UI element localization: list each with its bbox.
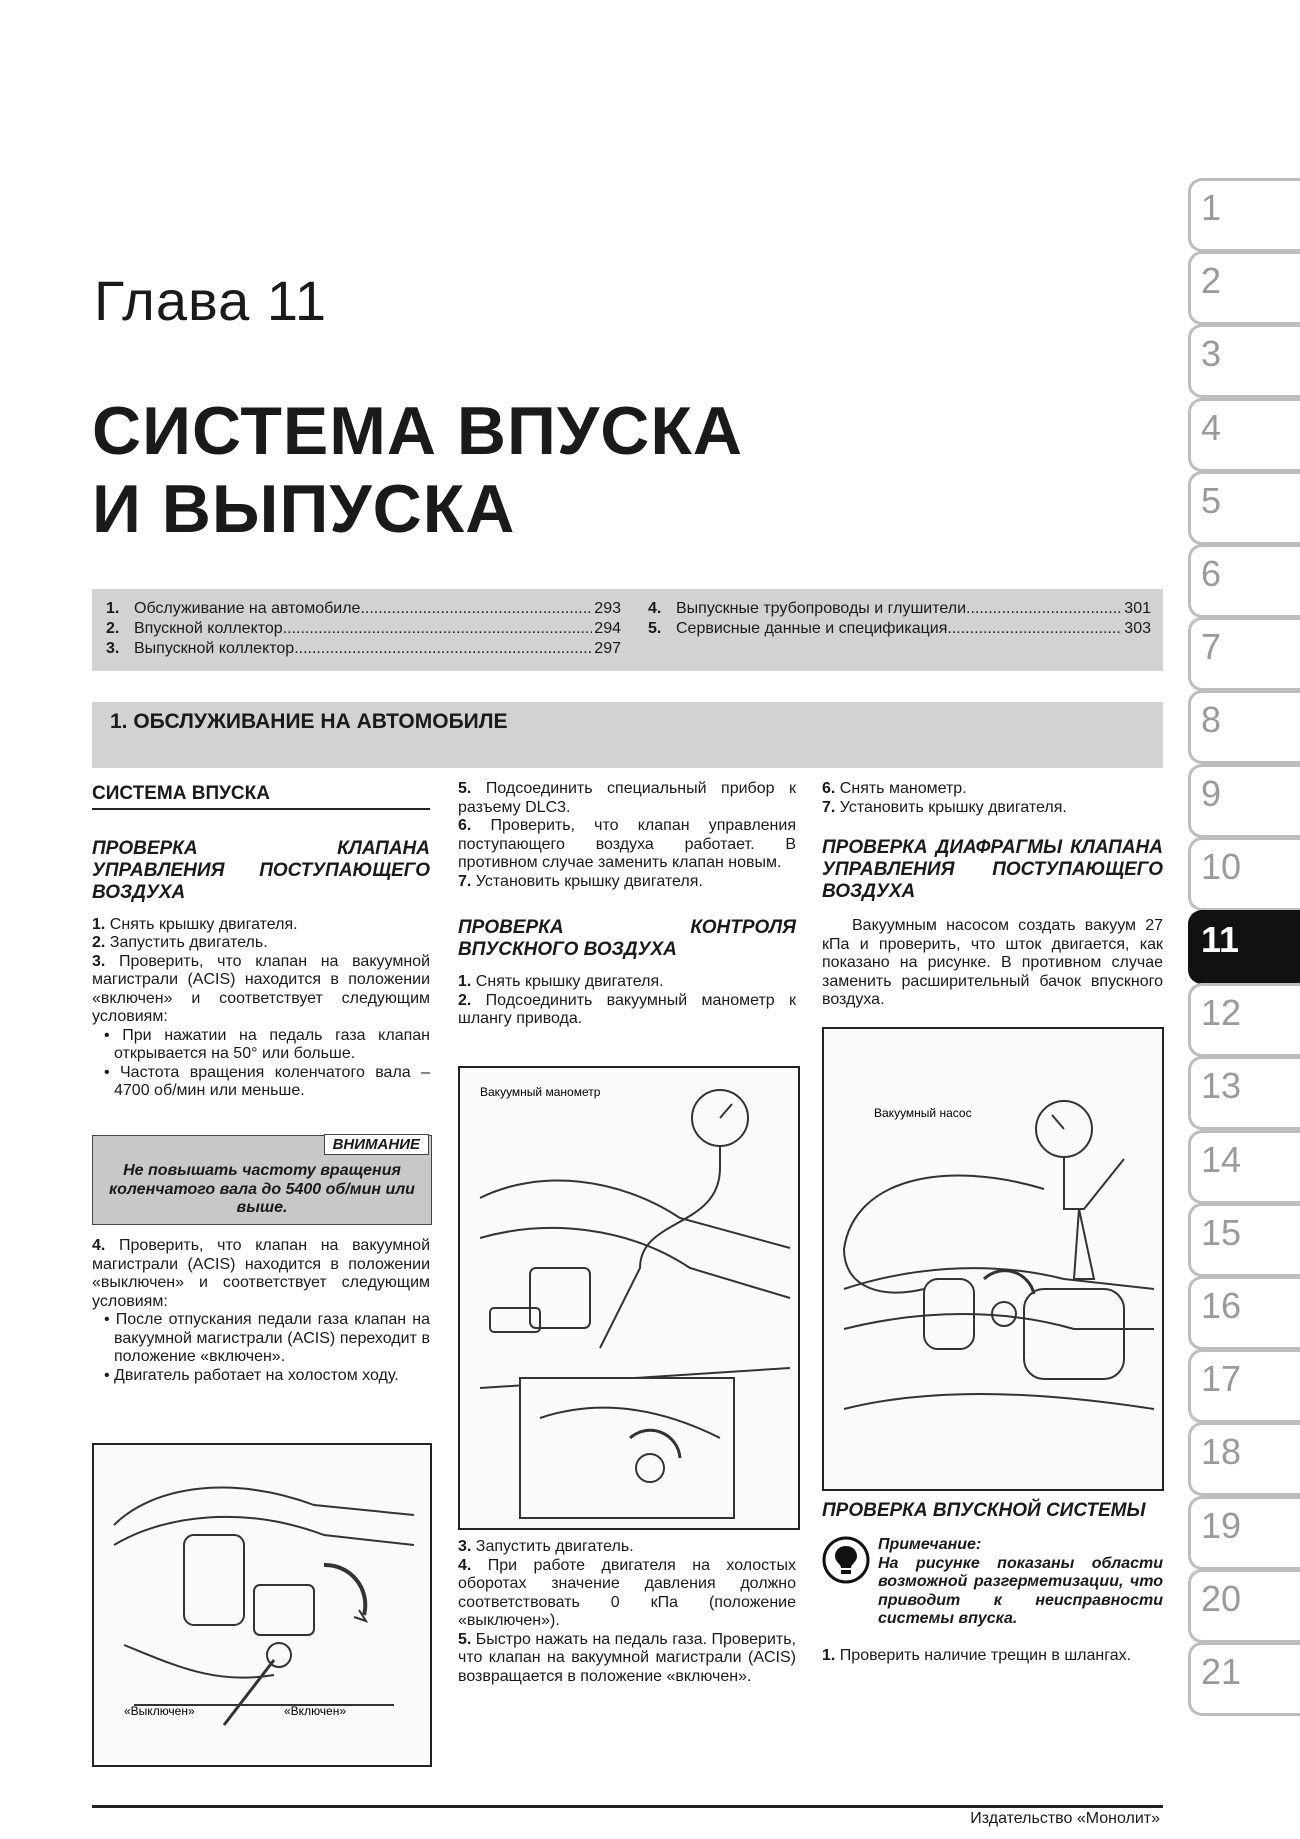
chapter-tab-11[interactable] [1188,910,1300,984]
note-text: На рисунке показаны области возможной разгерметизации, что приводит к неисправности системы впуска. [878,1554,1163,1627]
toc-entry-number: 2. [106,620,120,637]
warning-box [92,1135,432,1225]
step-t2: 2. Подсоединить вакуумный манометр к шлангу привода. [458,991,796,1027]
column-3 [822,780,1163,1010]
toc-entry[interactable] [648,619,1151,639]
chapter-tab-label: 15 [1201,1211,1242,1253]
toc-entry[interactable] [106,599,621,619]
chapter-tab-label: 4 [1201,406,1222,448]
toc-entry-page: 301 [1124,600,1151,617]
toc-entry[interactable] [106,639,621,659]
step-t5: 5. Быстро нажать на педаль газа. Проверить, что клапан на вакуумной магистрали (ACIS) возвращается в положение «включен». [458,1630,796,1685]
chapter-tab-6[interactable] [1188,544,1300,618]
bullet-1: • При нажатии на педаль газа клапан открывается на 50° или больше. [104,1026,430,1062]
engine-illustration [94,1445,430,1765]
footer-divider [92,1805,1163,1808]
step-v1: 1. Проверить наличие трещин в шлангах. [822,1646,1132,1664]
chapter-heading: Глава 11 [94,269,327,332]
chapter-tab-5[interactable] [1188,471,1300,545]
toc-left-column [106,599,621,659]
toc-entry-title: Обслуживание на автомобиле [134,600,361,617]
table-of-contents [92,589,1163,671]
label-off: «Выключен» [124,1704,195,1718]
note-title: Примечание: [878,1536,982,1553]
toc-entry-title: Впускной коллектор [134,620,283,637]
toc-entry-page: 297 [594,640,621,657]
toc-entry[interactable] [106,619,621,639]
step-t4: 4. При работе двигателя на холостых оборотах значение давления должно соответствовать 0 кПа (положение «выключен»). [458,1556,796,1629]
label-vacuum-gauge: Вакуумный манометр [480,1085,601,1099]
subsection-title: СИСТЕМА ВПУСКА [92,783,270,804]
column-3-cont [822,1500,1163,1665]
bullet-2: • Частота вращения коленчатого вала – 4700 об/мин или меньше. [104,1063,430,1099]
column-1 [92,785,430,1101]
chapter-tab-label: 20 [1201,1577,1242,1619]
label-vacuum-pump: Вакуумный насос [874,1106,972,1120]
heading-intake-control: ПРОВЕРКА КОНТРОЛЯ ВПУСКНОГО ВОЗДУХА [458,917,796,960]
toc-entry-number: 3. [106,640,120,657]
toc-entry-number: 1. [106,600,120,617]
note-block [822,1536,1163,1629]
toc-leader-dots [294,639,592,659]
chapter-tab-label: 6 [1201,553,1222,594]
step-2: 2. Запустить двигатель. [92,934,268,951]
step-5: 5. Подсоединить специальный прибор к разъему DLC3. [458,780,796,816]
label-on: «Включен» [284,1704,347,1718]
toc-entry-title: Сервисные данные и спецификация [676,620,948,637]
heading-valve-check: ПРОВЕРКА КЛАПАНА УПРАВЛЕНИЯ ПОСТУПАЮЩЕГО ВОЗДУХА [92,837,430,903]
warning-label: ВНИМАНИЕ [324,1134,429,1155]
toc-entry-title: Выпускные трубопроводы и глушители [676,600,966,617]
toc-entry-number: 4. [648,600,662,617]
chapter-tab-label: 13 [1201,1065,1242,1107]
figure-vacuum-gauge [458,1066,800,1530]
step-3: 3. Проверить, что клапан на вакуумной магистрали (ACIS) находится в положении «включен» и соответствует следующим условиям: [92,952,431,1025]
chapter-tab-label: 14 [1201,1138,1242,1180]
section-title: 1. ОБСЛУЖИВАНИЕ НА АВТОМОБИЛЕ [110,710,508,733]
chapter-title [92,392,743,548]
step-u7: 7. Установить крышку двигателя. [822,798,1067,816]
chapter-tab-label: 2 [1201,260,1222,302]
lightbulb-icon [822,1536,870,1584]
toc-leader-dots [947,619,1122,639]
step-t1: 1. Снять крышку двигателя. [458,973,664,990]
toc-leader-dots [966,599,1122,619]
column-2-cont [458,1538,796,1686]
chapter-tab-20[interactable] [1188,1569,1300,1643]
chapter-tab-21[interactable] [1188,1642,1300,1716]
chapter-tab-4[interactable] [1188,398,1300,472]
toc-entry-title: Выпускной коллектор [134,640,295,657]
toc-entry-page: 293 [594,600,621,617]
chapter-tab-19[interactable] [1188,1496,1300,1570]
column-2 [458,780,796,1029]
chapter-tab-label: 3 [1201,333,1222,375]
chapter-tab-17[interactable] [1188,1349,1300,1423]
chapter-tab-16[interactable] [1188,1276,1300,1350]
toc-entry[interactable] [648,599,1151,619]
chapter-tab-3[interactable] [1188,324,1300,398]
toc-entry-page: 294 [594,620,621,637]
chapter-tab-label: 17 [1201,1358,1242,1400]
chapter-tab-12[interactable] [1188,983,1300,1057]
chapter-tab-15[interactable] [1188,1203,1300,1277]
chapter-tab-label: 12 [1201,992,1242,1034]
chapter-tab-10[interactable] [1188,837,1300,911]
step-1: 1. Снять крышку двигателя. [92,915,298,933]
chapter-tab-label: 18 [1201,1431,1242,1473]
chapter-tab-18[interactable] [1188,1422,1300,1496]
column-1-cont [92,1237,430,1385]
chapter-tab-2[interactable] [1188,251,1300,325]
heading-intake-system: ПРОВЕРКА ВПУСКНОЙ СИСТЕМЫ [822,1500,1146,1521]
toc-entry-page: 303 [1124,620,1151,637]
chapter-tab-label: 8 [1201,699,1222,741]
chapter-tab-label: 19 [1201,1504,1242,1546]
step-4: 4. Проверить, что клапан на вакуумной магистрали (ACIS) находится в положении «выключен» и соответствует следующим условиям: [92,1237,431,1310]
gauge-illustration [460,1068,798,1528]
bullet-3: • После отпускания педали газа клапан на вакуумной магистрали (ACIS) переходит в положение «включен». [104,1311,430,1365]
toc-entry-number: 5. [648,620,662,637]
pump-illustration [824,1029,1162,1489]
diaphragm-paragraph: Вакуумным насосом создать вакуум 27 кПа и проверить, что шток двигается, как показано на рисунке. В противном случае заменить расширительный бачок впускного воздуха. [822,917,1163,1008]
title-line-2: И ВЫПУСКА [92,471,516,547]
chapter-tab-label: 1 [1201,187,1222,228]
publisher-footer: Издательство «Монолит» [970,1810,1160,1827]
chapter-tab-label: 9 [1201,772,1222,814]
warning-text: Не повышать частоту вращения коленчатого вала до 5400 об/мин или выше. [109,1162,415,1216]
bullet-4: • Двигатель работает на холостом ходу. [104,1366,399,1384]
chapter-tab-9[interactable] [1188,764,1300,838]
step-u6: 6. Снять манометр. [822,780,967,797]
chapter-tab-label: 10 [1201,845,1242,887]
chapter-tab-label: 21 [1201,1651,1242,1692]
toc-leader-dots [360,599,592,619]
title-line-1: СИСТЕМА ВПУСКА [92,393,743,469]
figure-vacuum-pump [822,1027,1164,1491]
chapter-tab-8[interactable] [1188,690,1300,764]
toc-leader-dots [283,619,593,639]
chapter-tab-13[interactable] [1188,1056,1300,1130]
chapter-tab-label: 16 [1201,1285,1242,1326]
step-t3: 3. Запустить двигатель. [458,1538,634,1555]
figure-acis-valve [92,1443,432,1767]
chapter-tab-7[interactable] [1188,617,1300,691]
chapter-tab-label: 11 [1201,919,1240,960]
toc-right-column [648,599,1151,639]
chapter-tab-label: 5 [1201,479,1222,521]
step-7: 7. Установить крышку двигателя. [458,872,703,890]
chapter-tab-label: 7 [1201,626,1222,668]
chapter-tab-14[interactable] [1188,1130,1300,1204]
step-6: 6. Проверить, что клапан управления поступающего воздуха работает. В противном случае заменить клапан новым. [458,817,796,871]
heading-diaphragm: ПРОВЕРКА ДИАФРАГМЫ КЛАПАНА УПРАВЛЕНИЯ ПОСТУПАЮЩЕГО ВОЗДУХА [822,837,1163,902]
chapter-tab-1[interactable] [1188,178,1300,252]
